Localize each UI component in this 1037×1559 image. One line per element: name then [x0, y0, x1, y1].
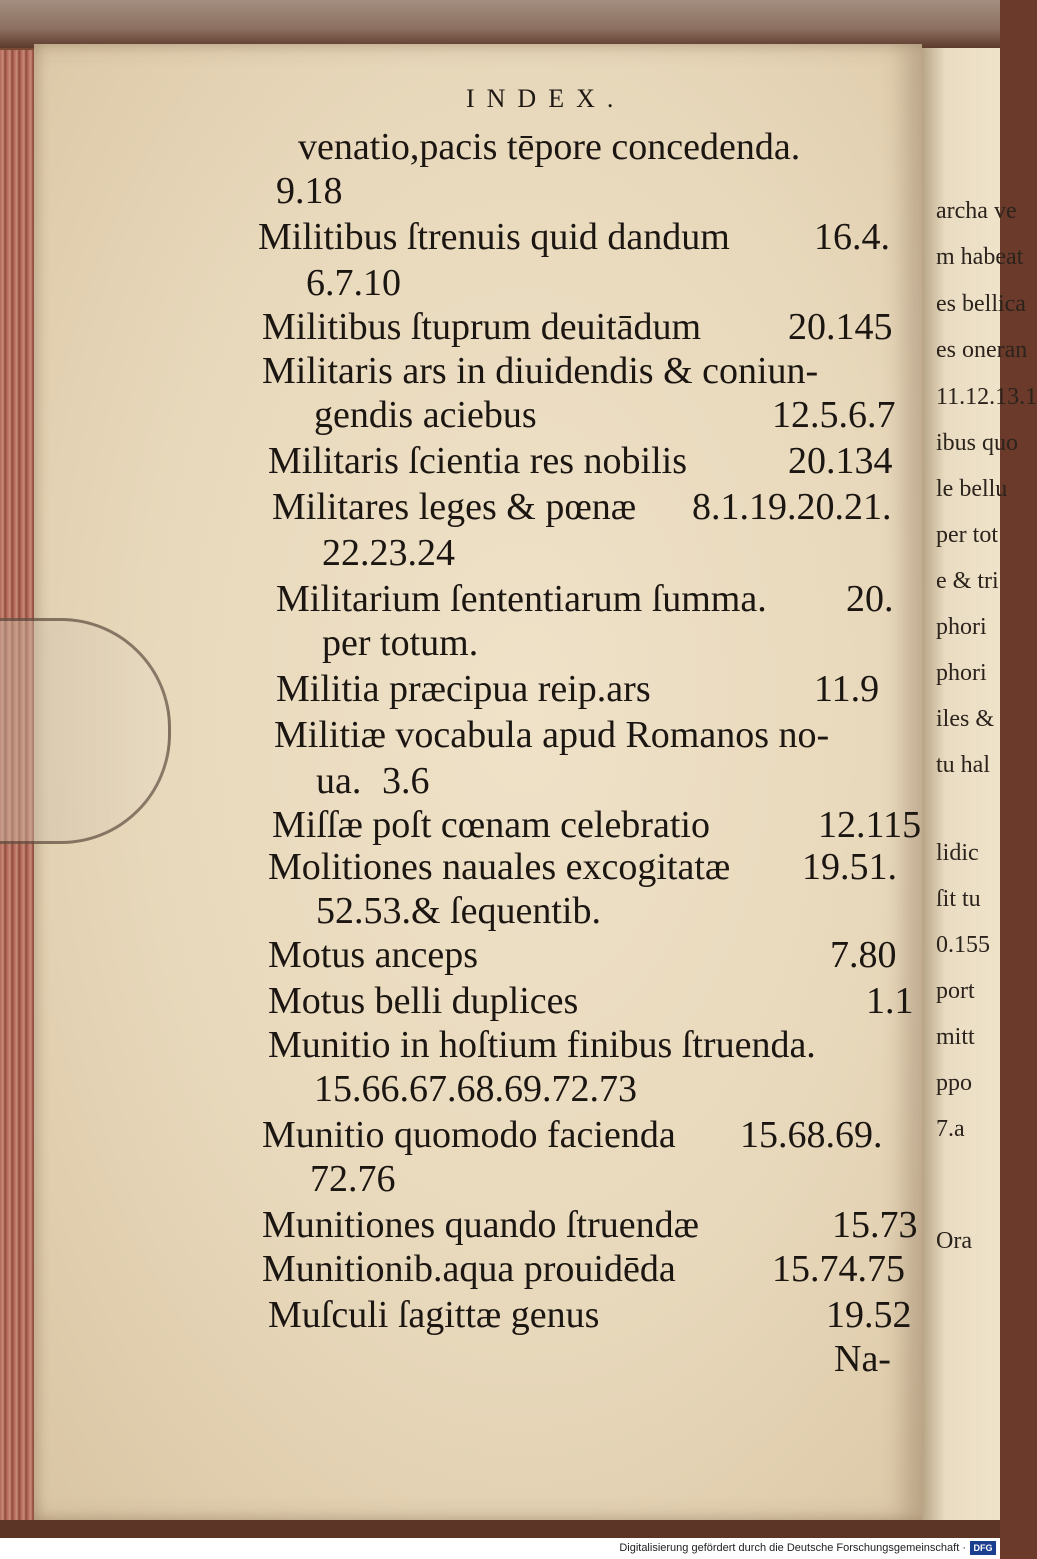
entry-text: Militaris ars in diuidendis & coniun- [262, 350, 819, 392]
index-entry [274, 716, 829, 754]
index-entry [276, 578, 894, 620]
page-header: INDEX. [466, 84, 626, 113]
entry-text: Muſculi ſagittæ genus [268, 1294, 600, 1336]
entry-text: Militares leges & pœnæ [272, 486, 637, 528]
entry-pages: 12.5.6.7 [772, 394, 896, 436]
book-top-edge [0, 0, 1000, 48]
index-entry [272, 804, 922, 846]
next-page-fragment: 0.155 [936, 932, 990, 958]
entry-text: Motus anceps [268, 934, 479, 976]
entry-text: Militiæ vocabula apud Romanos no- [274, 714, 830, 756]
entry-text: Munitio in hoſtium finibus ſtruenda. [268, 1024, 816, 1066]
index-entry [268, 934, 897, 976]
entry-text: 22.23.24 [322, 532, 455, 574]
entry-text: Molitiones nauales excogitatæ [268, 846, 731, 888]
entry-text: 6.7.10 [306, 262, 401, 304]
index-entry [322, 534, 455, 572]
entry-text: 52.53.& ſequentib. [316, 890, 601, 932]
next-page-fragment: 7.a [936, 1116, 965, 1142]
next-page-fragment: 11.12.13.1 [936, 384, 1037, 410]
entry-text: Miſſæ poſt cœnam celebratio [272, 804, 710, 846]
index-entry [262, 1204, 918, 1246]
index-entry [262, 1114, 883, 1156]
index-entry [276, 668, 880, 710]
next-page-fragment: ibus quo [936, 430, 1019, 456]
entry-text: ua. [316, 760, 362, 802]
next-page-fragment: lidic [936, 840, 979, 866]
entry-text: Militaris ſcientia res nobilis [268, 440, 687, 482]
entry-pages: 11.9 [814, 668, 880, 710]
entry-pages: 3.6 [382, 760, 430, 802]
index-entry [262, 306, 893, 348]
entry-text: Munitionib.aqua prouidēda [262, 1248, 676, 1290]
next-page-fragment: iles & [936, 706, 994, 732]
next-page-fragment: le bellu [936, 476, 1008, 502]
next-page-fragment: es bellica [936, 291, 1026, 317]
entry-text: 9.18 [276, 170, 343, 212]
funding-notice: Digitalisierung gefördert durch die Deutsche Forschungsgemeinschaft · [619, 1542, 966, 1554]
index-entry [298, 128, 800, 166]
next-page-fragment: ppo [936, 1070, 972, 1096]
entry-pages: 12.115 [818, 804, 922, 846]
entry-text: Munitiones quando ſtruendæ [262, 1204, 699, 1246]
index-entry [268, 1294, 912, 1336]
entry-text: 72.76 [310, 1158, 396, 1200]
entry-text: gendis aciebus [314, 394, 537, 436]
entry-pages: 20.134 [788, 440, 893, 482]
entry-pages: 20.145 [788, 306, 893, 348]
next-page-fragment: Ora [936, 1228, 972, 1254]
entry-pages: 8.1.19.20.21. [692, 486, 892, 528]
index-entry [262, 352, 818, 390]
index-entry [310, 1160, 396, 1198]
index-entry [268, 440, 893, 482]
index-entry [276, 172, 343, 210]
index-entry [268, 980, 914, 1022]
index-entry [262, 1248, 905, 1290]
next-page-fragment: per tot [936, 522, 998, 548]
entry-pages: 7.80 [830, 934, 897, 976]
entry-text: Militibus ſtuprum deuitādum [262, 306, 702, 348]
index-entry [314, 394, 896, 436]
entry-pages: 19.51. [802, 846, 897, 888]
index-entry [306, 264, 401, 302]
next-page-fragment: tu hal [936, 752, 990, 778]
next-page-fragment: archa ve [936, 198, 1017, 224]
entry-text: 15.66.67.68.69.72.73 [314, 1068, 637, 1110]
index-entry [272, 486, 892, 528]
next-page-fragment: phori [936, 614, 987, 640]
entry-text: Na- [834, 1338, 891, 1380]
entry-pages: 15.74.75 [772, 1248, 905, 1290]
index-entry [268, 846, 897, 888]
index-entry [314, 1070, 637, 1108]
next-page-fragment: mitt [936, 1024, 975, 1050]
entry-text: Munitio quomodo facienda [262, 1114, 676, 1156]
index-entry [322, 624, 478, 662]
index-entry [268, 1026, 816, 1064]
next-page-fragment: port [936, 978, 975, 1004]
index-entry [258, 216, 890, 258]
entry-pages: 15.68.69. [740, 1114, 883, 1156]
dfg-logo: DFG [970, 1541, 996, 1555]
index-entry [316, 892, 601, 930]
next-page-strip [922, 48, 1037, 1520]
catchword [834, 1340, 891, 1378]
entry-text: Motus belli duplices [268, 980, 579, 1022]
entry-pages: 20. [846, 578, 894, 620]
entry-text: venatio,pacis tēpore concedenda. [298, 126, 801, 168]
index-entry [316, 760, 430, 802]
entry-pages: 1.1 [866, 980, 914, 1022]
entry-text: Militarium ſententiarum ſumma. [276, 578, 767, 620]
next-page-fragment: e & tri [936, 568, 999, 594]
next-page-fragment: es oneran [936, 337, 1028, 363]
entry-text: per totum. [322, 622, 479, 664]
next-page-fragment: m habeat [936, 244, 1024, 270]
entry-text: Militia præcipua reip.ars [276, 668, 651, 710]
next-page-fragment: ſit tu [936, 886, 981, 912]
entry-pages: 19.52 [826, 1294, 912, 1336]
next-page-fragment: phori [936, 660, 987, 686]
entry-pages: 15.73 [832, 1204, 918, 1246]
entry-text: Militibus ſtrenuis quid dandum [258, 216, 730, 258]
entry-pages: 16.4. [814, 216, 890, 258]
